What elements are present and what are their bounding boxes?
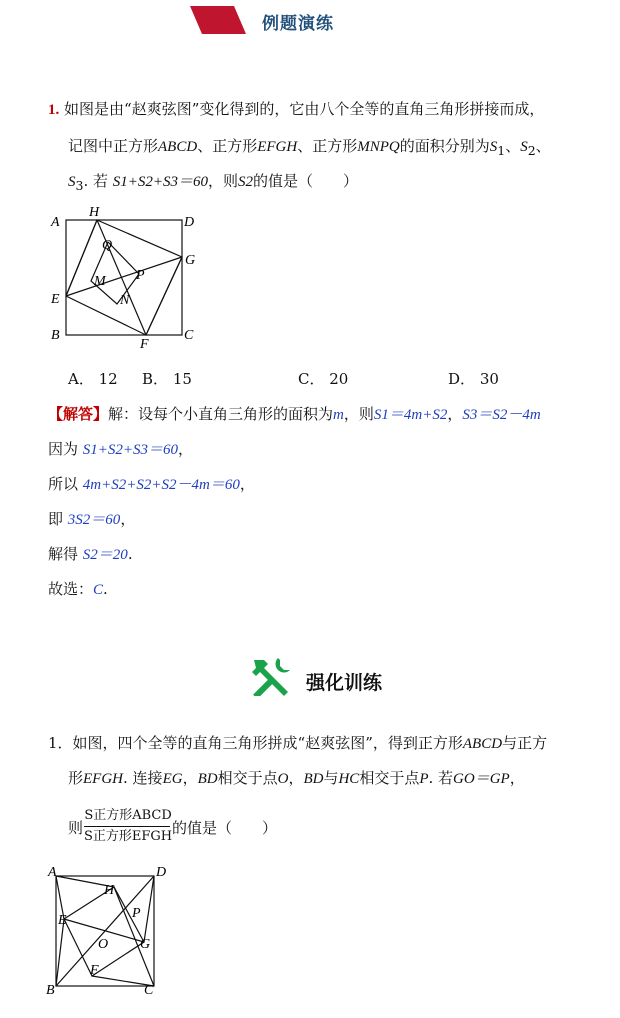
exercise-2h: . 若 — [428, 769, 454, 787]
exercise-eq: GO＝GP — [453, 771, 510, 787]
solution-3b: ， — [239, 475, 255, 493]
solution-2-eq: S1+S2+S3＝60 — [82, 442, 179, 458]
solution-line-1 — [48, 404, 541, 425]
solution-6b: . — [103, 580, 108, 598]
section-title: 强化训练 — [306, 672, 383, 694]
fig2-label-e: E — [58, 913, 67, 928]
exercise-abcd: ABCD — [462, 736, 503, 752]
exercise-figure — [44, 864, 174, 1004]
solution-sep: ， — [447, 405, 463, 423]
exercise-2i: ， — [509, 769, 525, 787]
solution-6a: 故选： — [48, 580, 94, 598]
example-text-2b: 、正方形 — [197, 137, 258, 155]
option-c-letter: C． — [298, 370, 325, 388]
exercise-2f: 与 — [323, 769, 339, 787]
option-b-value: 15 — [172, 370, 192, 388]
option-c[interactable] — [298, 368, 348, 389]
solution-4a: 即 — [48, 510, 64, 528]
solution-eq2: S3＝S2－4m — [462, 407, 541, 423]
fig1-label-h: H — [89, 205, 100, 220]
option-c-value: 20 — [329, 370, 349, 388]
solution-5-eq: S2＝20 — [82, 547, 128, 563]
example-equation: S1+S2+S3＝60 — [112, 174, 209, 190]
square-efgh — [66, 220, 182, 335]
s3-sub: 3 — [75, 178, 84, 193]
exercise-o: O — [277, 771, 289, 787]
fraction-numerator: S正方形ABCD — [84, 808, 172, 823]
fig2-label-c: C — [144, 983, 154, 998]
example-number: 1. — [48, 102, 60, 118]
fig1-label-b: B — [51, 328, 60, 343]
solution-4b: ， — [120, 510, 136, 528]
example-line-1 — [48, 99, 544, 120]
exercise-bd: BD — [197, 771, 218, 787]
option-b-letter: B． — [142, 370, 169, 388]
solution-m: m — [333, 407, 344, 423]
solution-line-5 — [48, 544, 133, 565]
example-text-2d: 的面积分别为 — [399, 137, 490, 155]
solution-answer: C — [93, 582, 104, 598]
example-text-2c: 、正方形 — [297, 137, 358, 155]
s2-sub: 2 — [527, 143, 536, 158]
fig2-label-o: O — [98, 937, 109, 952]
fig1-label-e: E — [51, 292, 60, 307]
exercise-line-3-prefix: 则 — [68, 819, 84, 837]
exercise-hc: HC — [338, 771, 360, 787]
fig1-label-f: F — [140, 337, 149, 352]
s1-sub: 1 — [497, 143, 506, 158]
option-d[interactable] — [448, 368, 499, 389]
fig1-label-d: D — [184, 215, 195, 230]
example-text-2a: 记图中正方形 — [68, 137, 159, 155]
solution-2a: 因为 — [48, 440, 79, 458]
solution-3-eq: 4m+S2+S2+S2－4m＝60 — [82, 477, 240, 493]
fig2-label-d: D — [156, 865, 167, 880]
solution-intro2: ，则 — [343, 405, 374, 423]
header-title: 例题演练 — [262, 14, 334, 34]
fig2-label-p: P — [132, 906, 141, 921]
exercise-number: 1． — [48, 734, 73, 752]
fig1-label-c: C — [184, 328, 194, 343]
option-d-letter: D． — [448, 370, 476, 388]
square-mnpq — [91, 242, 139, 304]
exercise-line-1 — [48, 733, 547, 754]
example-line-2 — [68, 136, 551, 161]
exercise-2d: 相交于点 — [217, 769, 278, 787]
exercise-2b: . 连接 — [123, 769, 163, 787]
option-a-value: 12 — [98, 370, 118, 388]
option-b[interactable] — [142, 368, 192, 389]
exercise-2g: 相交于点 — [359, 769, 420, 787]
square-efgh-label: EFGH — [257, 139, 298, 155]
exercise-2e: ， — [288, 769, 304, 787]
square-mnpq-label: MNPQ — [357, 139, 400, 155]
solution-line-4 — [48, 509, 135, 530]
fraction-denominator: S正方形EFGH — [84, 829, 173, 844]
fig1-label-m: M — [94, 274, 106, 289]
fig2-label-a: A — [48, 865, 57, 880]
square-abcd-label: ABCD — [158, 139, 198, 155]
solution-intro: 解：设每个小直角三角形的面积为 — [108, 405, 334, 423]
exercise-text-1: 如图，四个全等的直角三角形拼成“赵爽弦图”，得到正方形 — [72, 734, 463, 752]
exercise-efgh: EFGH — [83, 771, 124, 787]
fig1-label-g: G — [185, 253, 196, 268]
example-line-3 — [68, 171, 358, 196]
exercise-2a: 形 — [68, 769, 84, 787]
example-text-1: 如图是由“赵爽弦图”变化得到的，它由八个全等的直角三角形拼接而成， — [64, 100, 545, 118]
exercise-line-2 — [68, 768, 525, 789]
solution-line-2 — [48, 439, 193, 460]
fig1-label-p: P — [136, 268, 145, 283]
fig2-label-b: B — [46, 983, 55, 998]
s3-symbol: S — [68, 174, 76, 190]
exercise-bd2: BD — [303, 771, 324, 787]
fig1-label-q: Q — [102, 238, 113, 253]
fig2-label-h: H — [104, 883, 115, 898]
solution-3a: 所以 — [48, 475, 79, 493]
example-figure — [44, 202, 204, 352]
fig1-label-a: A — [51, 215, 60, 230]
tools-icon — [248, 656, 296, 696]
solution-tag: 【解答】 — [48, 405, 109, 423]
exercise-p: P — [419, 771, 429, 787]
exercise-2c: ， — [182, 769, 198, 787]
solution-5b: . — [127, 545, 133, 563]
solution-5a: 解得 — [48, 545, 79, 563]
exercise-line-3-suffix: 的值是（ ） — [172, 819, 278, 837]
s2-symbol: S — [520, 139, 528, 155]
solution-2b: ， — [178, 440, 194, 458]
exercise-eg: EG — [162, 771, 183, 787]
sep-1: 、 — [505, 137, 521, 155]
example-question-blank: 的值是（ ） — [253, 172, 359, 190]
exercise-text-1b: 与正方 — [502, 734, 548, 752]
example-text-3a: . 若 — [83, 172, 108, 190]
fig2-label-g: G — [140, 937, 151, 952]
example-s2: S2 — [238, 174, 254, 190]
header-banner-shape — [190, 6, 246, 34]
solution-line-6 — [48, 579, 108, 600]
sep-2: 、 — [535, 137, 551, 155]
solution-line-3 — [48, 474, 255, 495]
fig1-label-n: N — [120, 293, 130, 308]
area-ratio-fraction — [84, 806, 172, 847]
solution-4-eq: 3S2＝60 — [67, 512, 121, 528]
s1-symbol: S — [489, 139, 498, 155]
outer-square-abcd — [66, 220, 182, 335]
option-a-letter: A． — [68, 370, 94, 388]
fig2-label-f: F — [90, 963, 99, 978]
example-text-3b: ，则 — [208, 172, 239, 190]
option-d-value: 30 — [479, 370, 499, 388]
option-a[interactable] — [68, 368, 118, 389]
solution-eq1: S1＝4m+S2 — [373, 407, 448, 423]
